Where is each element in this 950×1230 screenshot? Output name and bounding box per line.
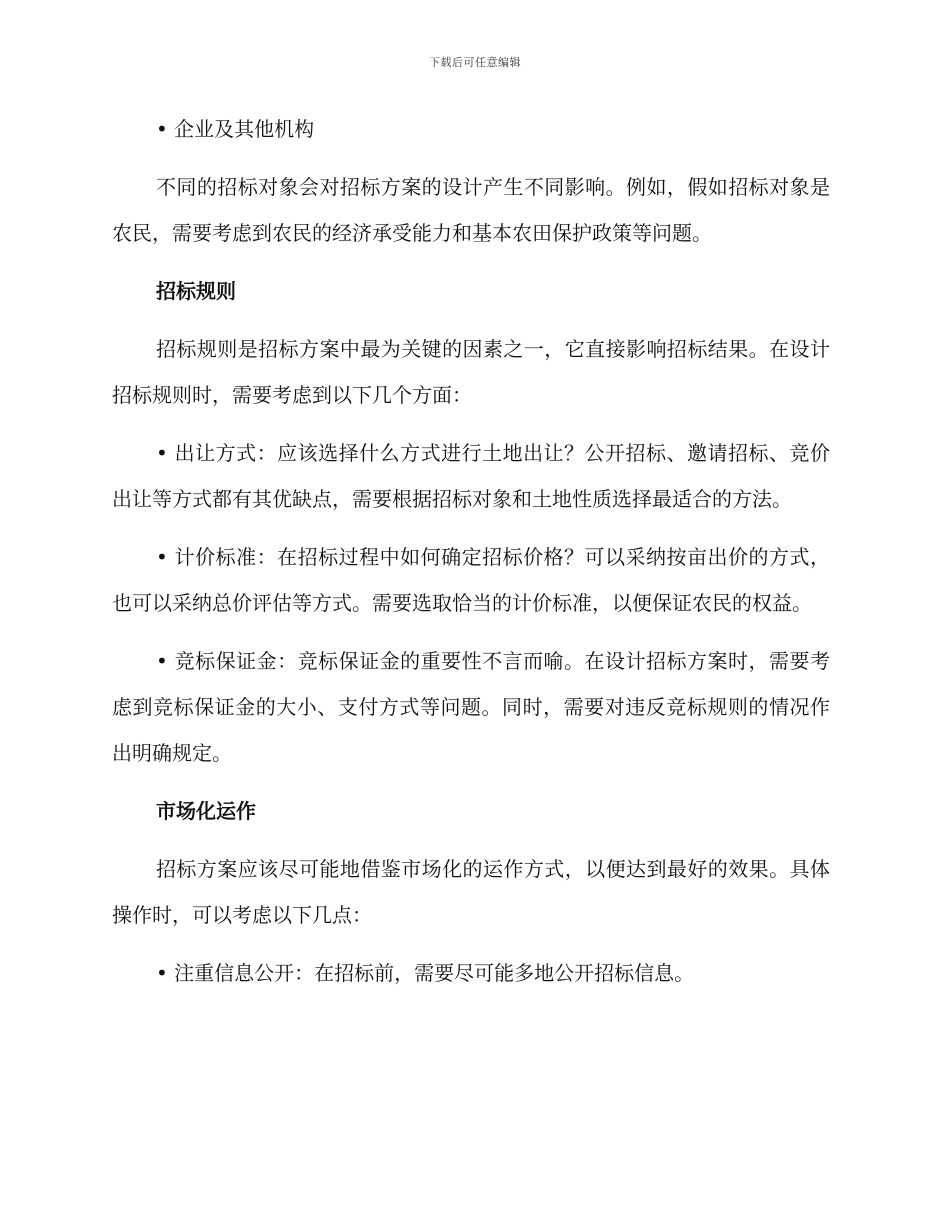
- paragraph-market-operation-intro: 招标方案应该尽可能地借鉴市场化的运作方式，以便达到最好的效果。具体操作时，可以考虑以下几点：: [112, 857, 830, 927]
- section-heading-market-operation: 市场化运作: [156, 799, 256, 823]
- section-heading-bidding-rules: 招标规则: [156, 279, 236, 303]
- bullet-information-disclosure: • 注重信息公开：在招标前，需要尽可能多地公开招标信息。: [156, 961, 695, 985]
- bullet-pricing-standard: • 计价标准：在招标过程中如何确定招标价格？可以采纳按亩出价的方式，也可以采纳总价评估等方式。需要选取恰当的计价标准，以便保证农民的权益。: [112, 545, 830, 615]
- bullet-transfer-method: • 出让方式：应该选择什么方式进行土地出让？公开招标、邀请招标、竞价出让等方式都有其优缺点，需要根据招标对象和土地性质选择最适合的方法。: [112, 441, 830, 511]
- paragraph-bidding-rules-intro: 招标规则是招标方案中最为关键的因素之一，它直接影响招标结果。在设计招标规则时，需要考虑到以下几个方面：: [112, 337, 830, 407]
- page-header-note: 下载后可任意编辑: [429, 56, 521, 69]
- bullet-enterprise: • 企业及其他机构: [156, 117, 315, 141]
- document-body: [112, 106, 830, 1008]
- paragraph-bidding-target: 不同的招标对象会对招标方案的设计产生不同影响。例如，假如招标对象是农民，需要考虑到农民的经济承受能力和基本农田保护政策等问题。: [112, 175, 830, 245]
- bullet-bid-deposit: • 竞标保证金：竞标保证金的重要性不言而喻。在设计招标方案时，需要考虑到竞标保证金的大小、支付方式等问题。同时，需要对违反竞标规则的情况作出明确规定。: [112, 649, 830, 765]
